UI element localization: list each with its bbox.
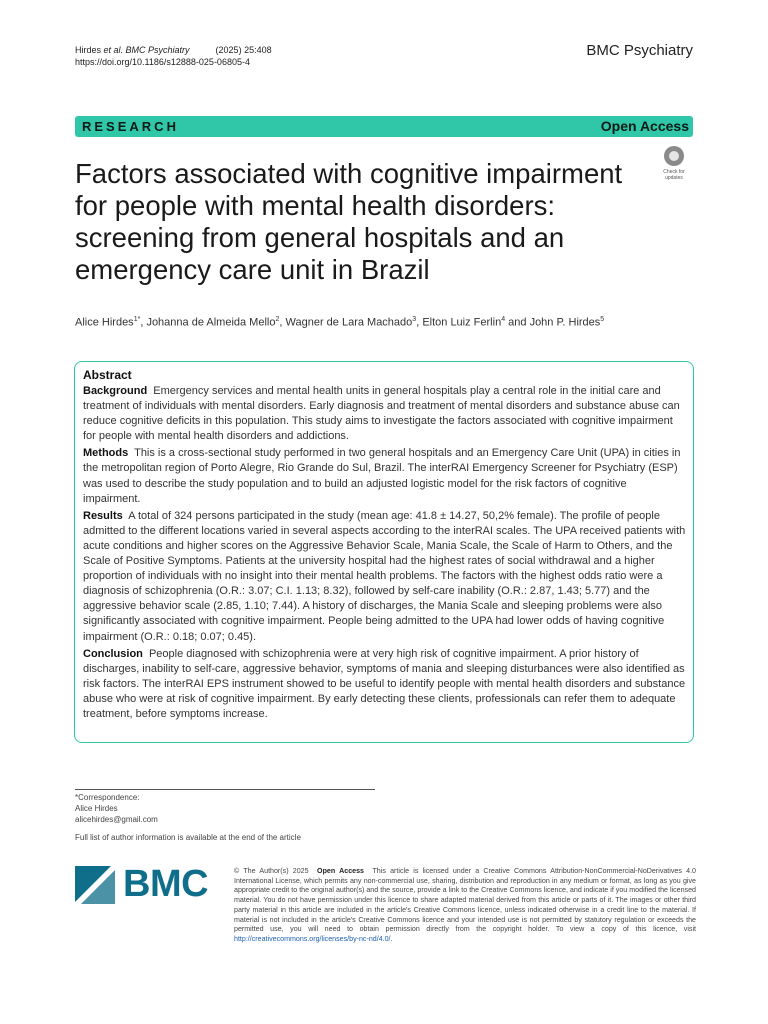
author-name: Elton Luiz Ferlin xyxy=(422,316,502,329)
conclusion-text: People diagnosed with schizophrenia were at very high risk of cognitive impairment. A prior history of discharges, inability to self-care, aggressive behavior, symptoms of mania and sleeping disturbances were also identified as risk factors. The interRAI EPS instrument showed to be useful to identify people with mental health disorders and substance abuse who were at risk of cognitive impairment. By early detecting these clients, professionals can refer them to adequate treatment, before symptoms increase. xyxy=(83,647,686,720)
citation-journal: et al. BMC Psychiatry xyxy=(103,45,190,55)
author-separator: , xyxy=(279,316,286,329)
correspondence xyxy=(75,792,158,825)
bmc-logo-mark-icon xyxy=(75,866,115,904)
author-info-note: Full list of author information is available at the end of the article xyxy=(75,833,301,842)
article-title: Factors associated with cognitive impairment for people with mental health disorders: screening from general hospitals and an emergency care unit in Brazil xyxy=(75,158,623,285)
copyright-notice: © The Author(s) 2025 xyxy=(234,867,309,875)
author-affiliation: 3 xyxy=(412,316,417,323)
badge-line-1: Check for xyxy=(663,169,685,175)
license-statement xyxy=(234,867,696,945)
license-link[interactable]: http://creativecommons.org/licenses/by-nc-nd/4.0/ xyxy=(234,934,391,943)
methods-label: Methods xyxy=(83,447,129,460)
author-affiliation: 5 xyxy=(600,316,605,323)
correspondence-name: Alice Hirdes xyxy=(75,804,118,813)
citation-line xyxy=(75,44,272,56)
check-for-updates-badge[interactable] xyxy=(655,144,693,184)
author-name: John P. Hirdes xyxy=(529,316,601,329)
author-name: Johanna de Almeida Mello xyxy=(146,316,276,329)
license-end: . xyxy=(390,934,393,943)
abstract-conclusion xyxy=(83,647,686,722)
license-open-access: Open Access xyxy=(317,867,364,875)
abstract-box xyxy=(74,361,694,743)
footnote-divider xyxy=(75,789,375,790)
results-text: A total of 324 persons participated in the study (mean age: 41.8 ± 14.27, 50,2% female). The profile of people admitted to the different locations varied in several aspects according to the interRAI scales. The UPA received patients with acute conditions and higher scores on the Aggressive Behavior Scale, Mania Scale, the Scale of Harm to Others, and the Scale of Positive Symptoms. Patients at the university hospital had the highest rates of social withdrawal and a higher proportion of individuals with no insight into their mental health problems. The factors with the highest odds ratio were a diagnosis of schizophrenia (O.R.: 3.07; C.I. 1.13; 8.32), followed by self-care inability (O.R.: 2.87, 1.43; 5.77) and the aggressive behavior scale (2.85, 1.10; 7.44). A history of discharges, the Mania Scale and sleeping problems were also significantly associated with cognitive impairment. People being admitted to the UPA had lower odds of having cognitive impairment (O.R.: 0.18; 0.07; 0.45). xyxy=(83,509,686,643)
author-separator: and xyxy=(505,316,530,329)
results-label: Results xyxy=(83,509,123,522)
license-body: This article is licensed under a Creative Commons Attribution-NonCommercial-NoDerivatives 4.0 International License, which permits any non-commercial use, sharing, distribution and reproduction in any medium or format, as long as you give appropriate credit to the original author(s) and the source, provide a link to the Creative Commons licence, and indicate if you modified the licensed material. You do not have permission under this licence to share adapted material derived from this article or parts of it. The images or other third party material in this article are included in the article's Creative Commons licence, unless indicated otherwise in a credit line to the material. If material is not included in the article's Creative Commons licence and your intended use is not permitted by statutory regulation or exceeds the permitted use, you will need to obtain permission directly from the copyright holder. To view a copy of this licence, visit xyxy=(234,867,696,934)
author-separator: , xyxy=(140,316,147,329)
running-header xyxy=(75,44,272,68)
author-affiliation: 2 xyxy=(275,316,280,323)
conclusion-label: Conclusion xyxy=(83,647,143,660)
author-name: Wagner de Lara Machado xyxy=(285,316,413,329)
author-separator: , xyxy=(416,316,423,329)
citation-authors: Hirdes xyxy=(75,45,104,55)
open-access-label: Open Access xyxy=(600,118,689,134)
author-list xyxy=(75,316,693,329)
badge-line-2: updates xyxy=(665,175,683,181)
methods-text: This is a cross-sectional study performed in two general hospitals and an Emergency Care Unit (UPA) in cities in the metropolitan region of Porto Alegre, Rio Grande do Sul, Brazil. The interRAI Emergency Screener for Psychiatry (ESP) was used to describe the study population and to build an adjusted logistic model for the risk factors of cognitive impairment. xyxy=(83,447,681,505)
check-updates-icon xyxy=(664,146,684,166)
correspondence-label: *Correspondence: xyxy=(75,793,140,802)
author-affiliation: 4 xyxy=(501,316,506,323)
author-name: Alice Hirdes xyxy=(75,316,134,329)
citation-year-volume: (2025) 25:408 xyxy=(215,45,272,55)
section-banner xyxy=(75,116,693,137)
abstract-results xyxy=(83,509,686,645)
abstract-heading: Abstract xyxy=(83,368,132,382)
background-text: Emergency services and mental health units in general hospitals play a central role in the initial care and treatment of individuals with mental disorders. Early diagnosis and treatment of mental disorders and substance abuse can reduce cognitive deficits in this population. This study aims to investigate the factors associated with cognitive impairment for people with mental health disorders and addictions. xyxy=(83,385,680,443)
author-affiliation: 1* xyxy=(133,316,141,323)
abstract-background xyxy=(83,384,686,444)
bmc-logo[interactable] xyxy=(75,863,215,905)
abstract-methods xyxy=(83,446,686,506)
journal-name: BMC Psychiatry xyxy=(586,42,693,59)
section-label: RESEARCH xyxy=(82,119,179,134)
background-label: Background xyxy=(83,385,148,397)
doi-link[interactable]: https://doi.org/10.1186/s12888-025-06805-4 xyxy=(75,57,250,67)
bmc-logo-text: BMC xyxy=(123,863,209,905)
correspondence-email[interactable]: alicehirdes@gmail.com xyxy=(75,815,158,824)
